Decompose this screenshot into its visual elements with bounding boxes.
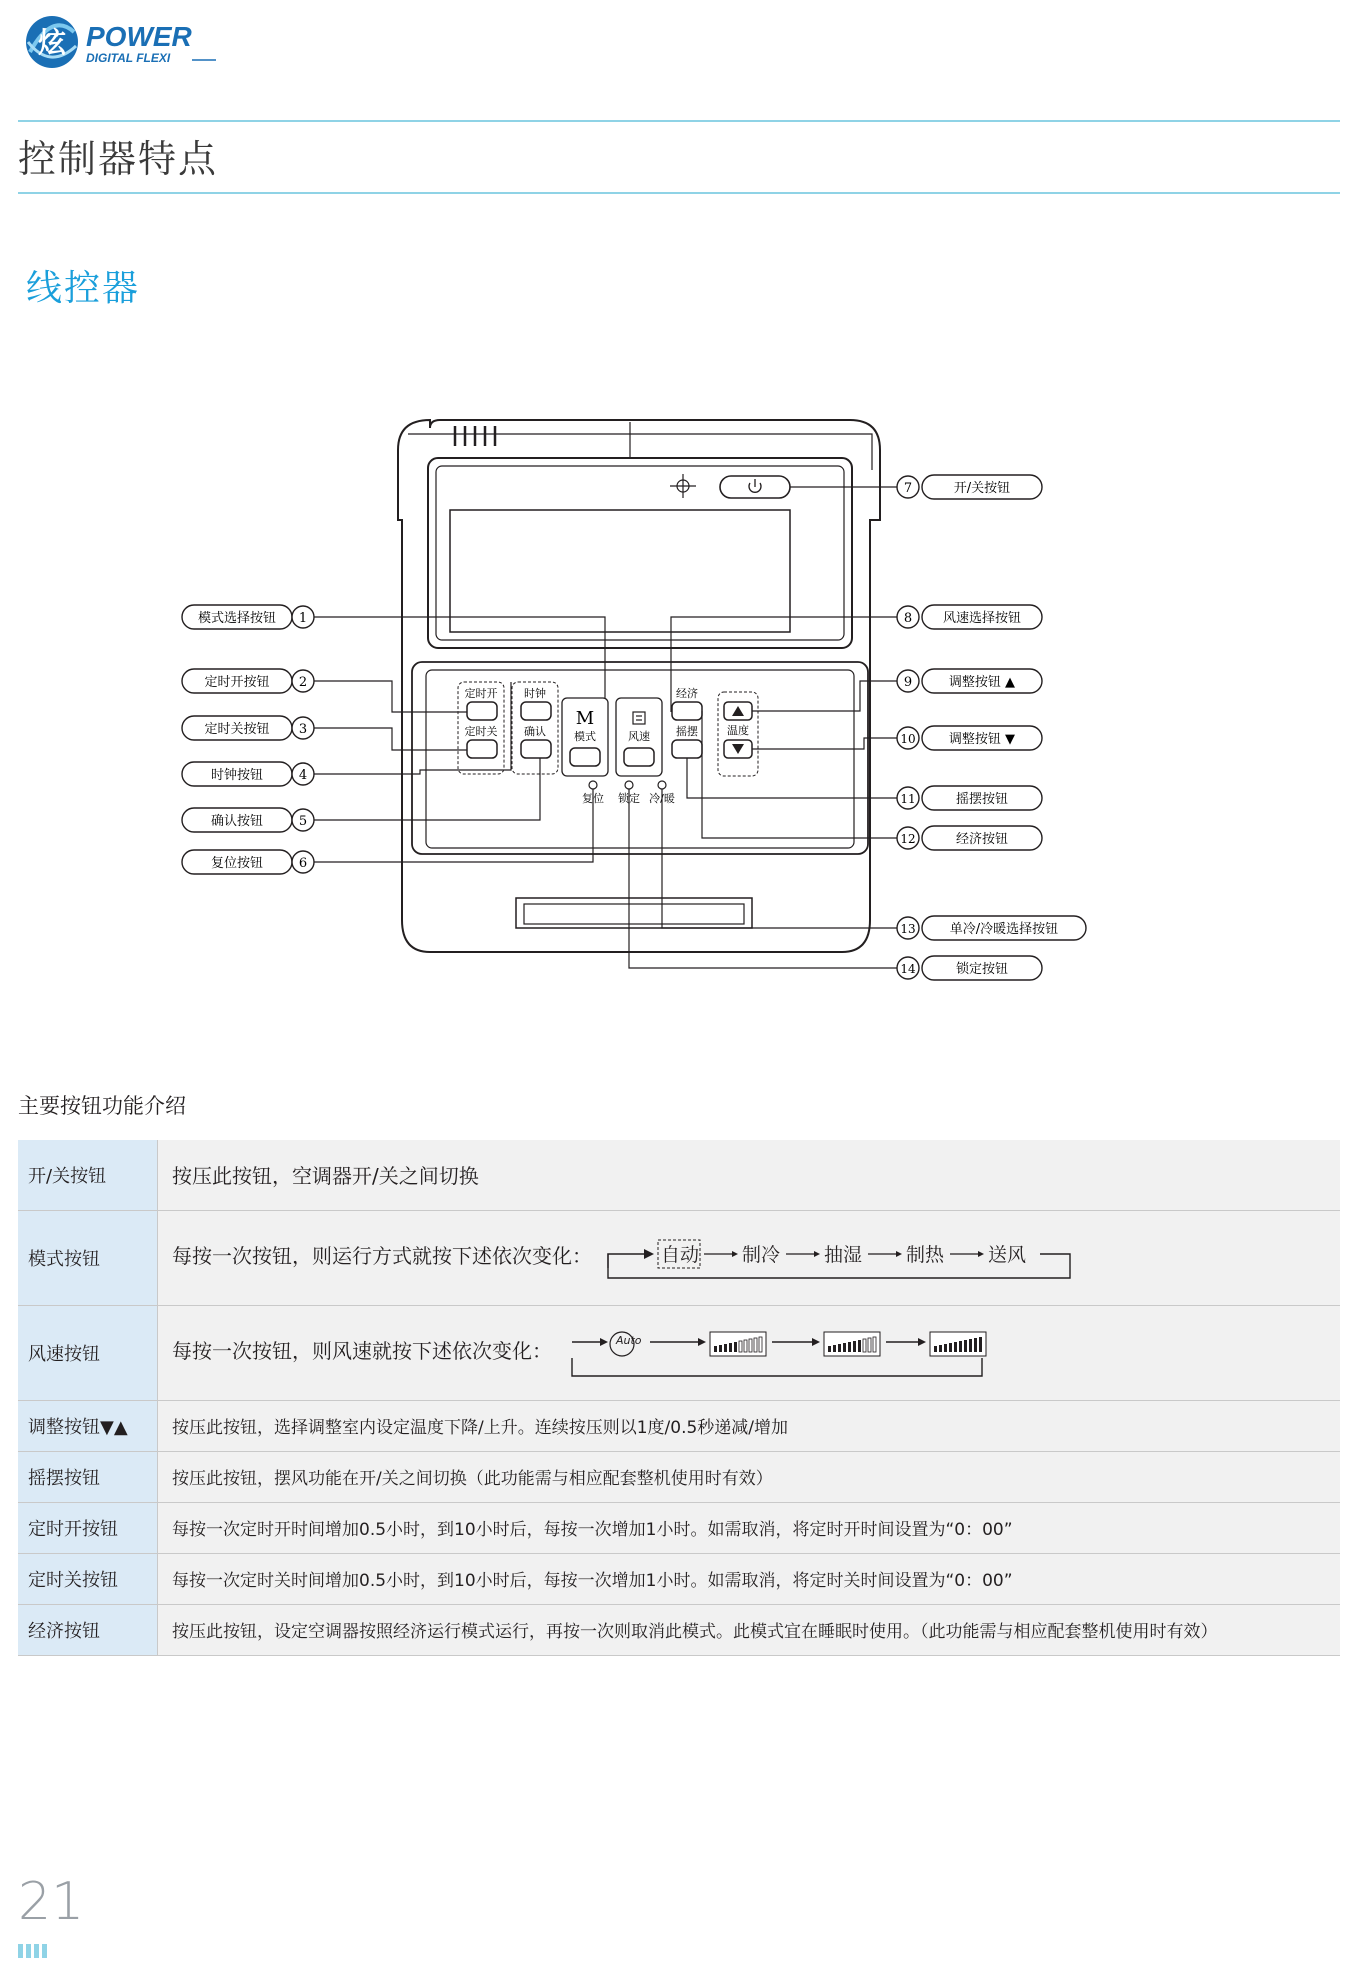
- callout-num-4: 4: [298, 768, 308, 783]
- function-key: 定时开按钮: [18, 1502, 158, 1553]
- callout-num-5: 5: [298, 814, 308, 829]
- fan-speed-button: [624, 748, 654, 766]
- callout-num-11: 11: [900, 792, 916, 806]
- mode-flow-auto: 自动: [661, 1244, 700, 1266]
- eco-button: [672, 702, 702, 720]
- table-row: [18, 1553, 1340, 1604]
- fan-flow: [564, 1322, 994, 1383]
- table-row: [18, 1305, 1340, 1400]
- table-row: [18, 1140, 1340, 1210]
- callout-label-13: 单冷/冷暖选择按钮: [949, 922, 1059, 937]
- btn-label-fan: 风速: [628, 730, 650, 743]
- fan-low-icon: [710, 1332, 766, 1356]
- brand-logo: [20, 12, 220, 72]
- callout-num-1: 1: [298, 611, 308, 626]
- table-row: [18, 1400, 1340, 1451]
- mode-flow-dry: 抽湿: [824, 1244, 863, 1266]
- function-key: 模式按钮: [18, 1210, 158, 1305]
- callouts-right: [897, 475, 1086, 980]
- callout-num-6: 6: [298, 856, 308, 871]
- clock-button: [521, 702, 551, 720]
- callout-label-6: 复位按钮: [210, 856, 264, 871]
- sub-title: 线控器: [26, 268, 141, 309]
- table-row: [18, 1210, 1340, 1305]
- mode-flow-heat: 制热: [906, 1244, 945, 1266]
- table-row: [18, 1451, 1340, 1502]
- function-intro: 主要按钮功能介绍: [18, 1094, 186, 1118]
- function-desc: 按压此按钮，选择调整室内设定温度下降/上升。连续按压则以1度/0.5秒递减/增加: [158, 1400, 1341, 1451]
- fan-high-icon: [930, 1332, 986, 1356]
- btn-label-eco: 经济: [676, 687, 698, 700]
- brand-name: POWER: [86, 21, 192, 52]
- controller-diagram: [180, 400, 1120, 1000]
- table-row: [18, 1604, 1340, 1655]
- table-row: [18, 1502, 1340, 1553]
- function-table: [18, 1140, 1340, 1656]
- btn-label-cool-heat: 冷/暖: [649, 792, 675, 805]
- page-number: 21: [18, 1872, 85, 1932]
- callout-label-12: 经济按钮: [955, 832, 1009, 847]
- function-key: 经济按钮: [18, 1604, 158, 1655]
- title-rule: [18, 192, 1340, 194]
- btn-label-timer-on: 定时开: [464, 687, 498, 700]
- brand-tagline: DIGITAL FLEXI: [86, 51, 171, 65]
- timer-off-button: [467, 740, 497, 758]
- callout-num-10: 10: [900, 732, 916, 746]
- function-desc: 按压此按钮，设定空调器按照经济运行模式运行，再按一次则取消此模式。此模式宜在睡眠时使用。（此功能需与相应配套整机使用时有效）: [158, 1604, 1341, 1655]
- mode-flow-fan: 送风: [988, 1244, 1027, 1266]
- callout-num-7: 7: [903, 481, 913, 496]
- callout-num-13: 13: [900, 922, 916, 936]
- function-key: 定时关按钮: [18, 1553, 158, 1604]
- callout-label-5: 确认按钮: [210, 814, 264, 829]
- function-key: 开/关按钮: [18, 1140, 158, 1210]
- btn-label-clock: 时钟: [524, 687, 546, 700]
- callout-num-14: 14: [900, 962, 916, 976]
- mode-flow: [604, 1230, 1074, 1285]
- callout-label-14: 锁定按钮: [955, 962, 1009, 977]
- callout-label-7: 开/关按钮: [953, 481, 1011, 496]
- btn-label-temp: 温度: [727, 724, 749, 737]
- function-key: 风速按钮: [18, 1305, 158, 1400]
- page-bars: [18, 1943, 50, 1962]
- swing-button: [672, 740, 702, 758]
- callout-num-12: 12: [900, 832, 916, 846]
- callout-label-9: 调整按钮 ▲: [948, 675, 1016, 690]
- btn-label-swing: 摇摆: [676, 725, 698, 738]
- btn-label-reset: 复位: [582, 792, 604, 805]
- fan-flow-auto: Auto: [616, 1334, 642, 1347]
- callout-label-3: 定时关按钮: [204, 722, 270, 737]
- function-desc: 按压此按钮，空调器开/关之间切换: [158, 1140, 1341, 1210]
- callout-label-4: 时钟按钮: [210, 768, 264, 783]
- callout-label-11: 摇摆按钮: [955, 792, 1009, 807]
- confirm-button: [521, 740, 551, 758]
- function-desc: 每按一次定时关时间增加0.5小时，到10小时后，每按一次增加1小时。如需取消，将定时关时间设置为“0：00”: [158, 1553, 1341, 1604]
- top-rule: [18, 120, 1340, 122]
- function-key: 摇摆按钮: [18, 1451, 158, 1502]
- function-desc: 每按一次按钮，则风速就按下述依次变化：: [172, 1339, 552, 1363]
- section-title: 控制器特点: [18, 137, 219, 181]
- callout-label-1: 模式选择按钮: [197, 611, 277, 626]
- btn-label-timer-off: 定时关: [464, 725, 498, 738]
- mode-flow-cool: 制冷: [742, 1244, 781, 1266]
- btn-label-mode-letter: M: [575, 708, 595, 729]
- function-desc: 按压此按钮，摆风功能在开/关之间切换（此功能需与相应配套整机使用时有效）: [158, 1451, 1341, 1502]
- btn-label-confirm: 确认: [524, 725, 546, 738]
- callout-label-8: 风速选择按钮: [942, 611, 1022, 626]
- callouts-left: [182, 605, 314, 874]
- function-key: 调整按钮▼▲: [18, 1400, 158, 1451]
- callout-num-2: 2: [298, 675, 308, 690]
- callout-num-8: 8: [903, 611, 913, 626]
- callout-num-9: 9: [903, 675, 913, 690]
- fan-mid-icon: [824, 1332, 880, 1356]
- timer-on-button: [467, 702, 497, 720]
- mode-button: [570, 748, 600, 766]
- btn-label-mode: 模式: [574, 730, 596, 743]
- function-desc: 每按一次定时开时间增加0.5小时，到10小时后，每按一次增加1小时。如需取消，将定时开时间设置为“0：00”: [158, 1502, 1341, 1553]
- callout-num-3: 3: [298, 722, 308, 737]
- function-desc: 每按一次按钮，则运行方式就按下述依次变化：: [172, 1244, 592, 1268]
- brand-mark: 炫: [37, 26, 67, 59]
- callout-label-10: 调整按钮 ▼: [948, 732, 1016, 747]
- callout-label-2: 定时开按钮: [204, 675, 270, 690]
- btn-label-lock: 锁定: [618, 792, 640, 805]
